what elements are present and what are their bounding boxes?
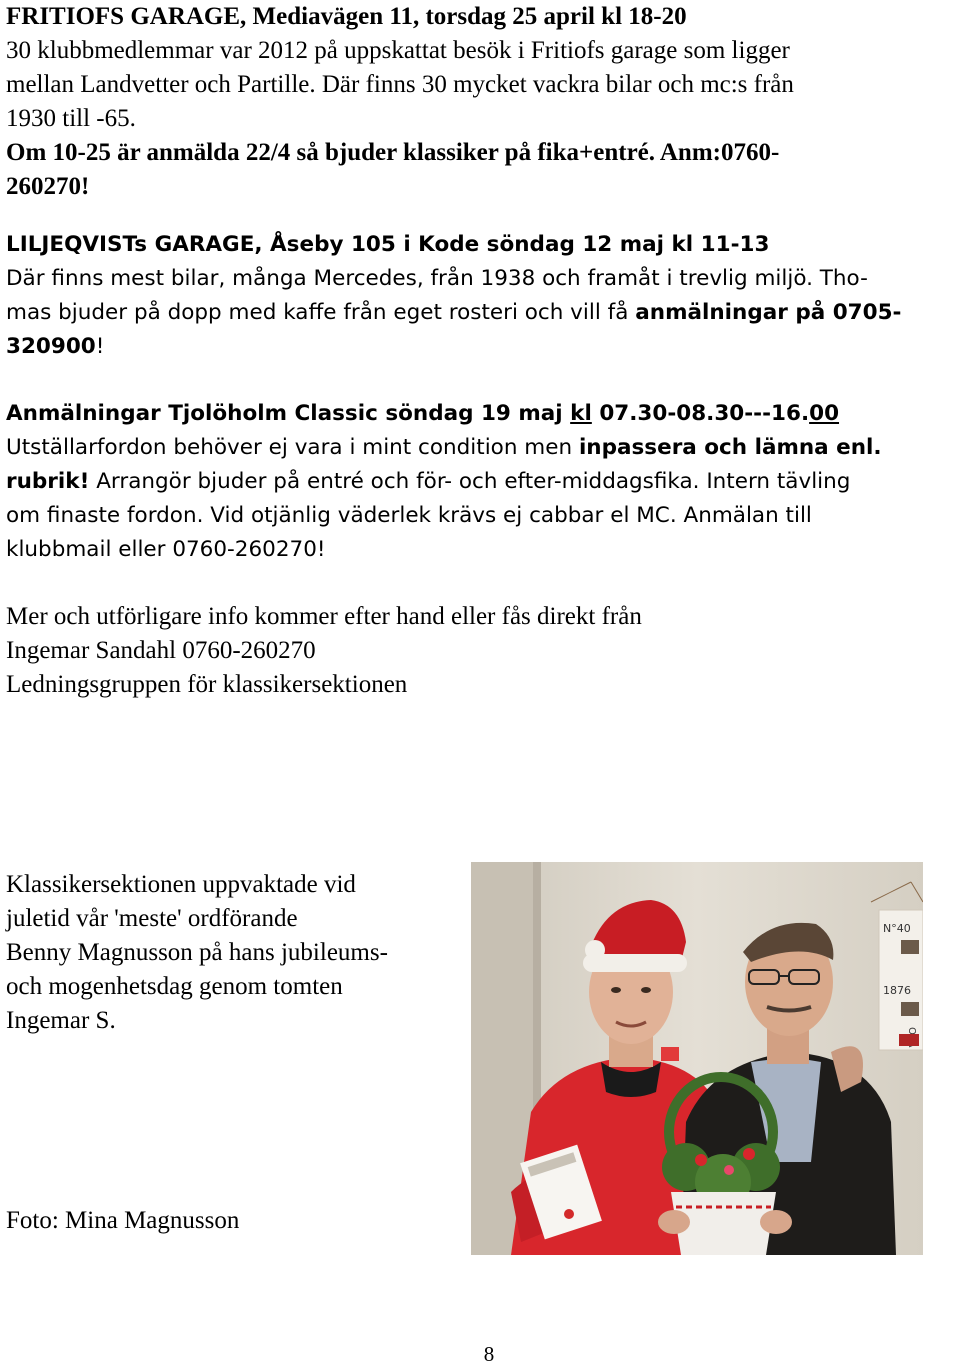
photo-credit [6,1204,239,1238]
tjoloholm-line: klubbmail eller 0760-260270! [6,537,326,562]
calendar-label: N°40 [883,922,911,935]
tjoloholm-title-text: 07.30-08.30---16. [591,401,810,426]
section-liljeqvist [6,228,956,364]
section-fritiofs [6,0,956,204]
tjoloholm-title-underlined: 00 [809,401,840,426]
liljeqvist-line: Där finns mest bilar, många Mercedes, från 1938 och framåt i trevlig miljö. Tho- [6,266,868,291]
liljeqvist-text: mas bjuder på dopp med kaffe från eget rosteri och vill få [6,300,636,325]
tjoloholm-line: om finaste fordon. Vid otjänlig väderlek krävs ej cabbar el MC. Anmälan till [6,503,812,528]
tjoloholm-emphasis: rubrik! [6,469,90,494]
tjoloholm-line [6,431,956,465]
page-number: 8 [483,1342,495,1366]
caption-line: Klassikersektionen uppvaktade vid [6,871,356,898]
fritiofs-offer: 260270! [6,173,90,200]
calendar-label: 1876 [883,984,911,997]
section-info [6,600,956,702]
liljeqvist-phone: 320900 [6,334,96,359]
caption-line: Benny Magnusson på hans jubileums- [6,939,388,966]
tjoloholm-text: Utställarfordon behöver ej vara i mint condition men [6,435,579,460]
photo-two-men-christmas [471,862,923,1255]
caption-line: och mogenhetsdag genom tomten [6,973,343,1000]
photo-caption [6,868,388,1038]
info-line: Mer och utförligare info kommer efter hand eller fås direkt från [6,603,642,630]
liljeqvist-text: ! [95,334,105,359]
liljeqvist-signup: anmälningar på 0705- [635,300,902,325]
fritiofs-offer: Om 10-25 är anmälda 22/4 så bjuder klassiker på fika+entré. Anm:0760- [6,139,780,166]
info-contact: Ingemar Sandahl 0760-260270 [6,637,316,664]
tjoloholm-title-text: Anmälningar Tjolöholm Classic söndag 19 maj [6,401,571,426]
liljeqvist-line [6,330,956,364]
tjoloholm-title-underlined: kl [570,401,592,426]
photo-credit-text: Foto: Mina Magnusson [6,1207,240,1234]
liljeqvist-title: LILJEQVISTs GARAGE, Åseby 105 i Kode söndag 12 maj kl 11-13 [6,232,770,257]
info-signature: Ledningsgruppen för klassikersektionen [6,671,408,698]
tjoloholm-emphasis: inpassera och lämna enl. [578,435,882,460]
caption-line: Ingemar S. [6,1007,116,1034]
fritiofs-line: mellan Landvetter och Partille. Där finns 30 mycket vackra bilar och mc:s från [6,71,794,98]
section-tjoloholm [6,397,956,567]
liljeqvist-line [6,296,956,330]
tjoloholm-line [6,465,956,499]
caption-line: juletid vår 'meste' ordförande [6,905,298,932]
tjoloholm-text: Arrangör bjuder på entré och för- och efter-middagsfika. Intern tävling [89,469,851,494]
fritiofs-line: 30 klubbmedlemmar var 2012 på uppskattat besök i Fritiofs garage som ligger [6,37,790,64]
tjoloholm-title [6,397,956,431]
fritiofs-line: 1930 till -65. [6,105,136,132]
fritiofs-title: FRITIOFS GARAGE, Mediavägen 11, torsdag 25 april kl 18-20 [6,3,687,30]
